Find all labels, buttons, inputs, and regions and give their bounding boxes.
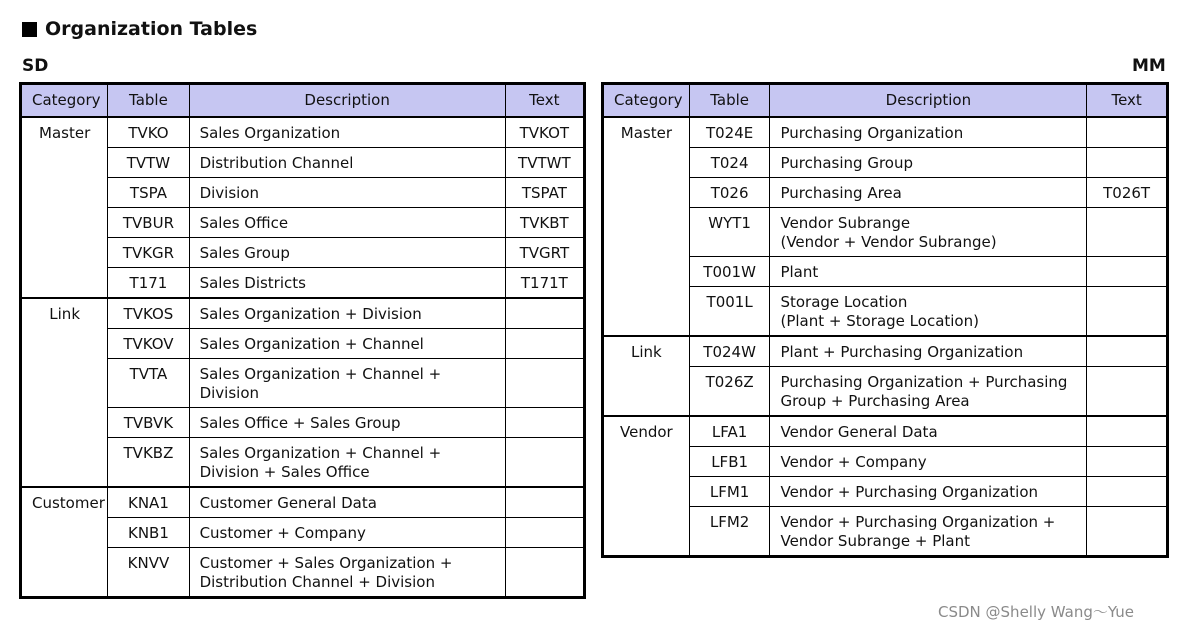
text-table — [1087, 208, 1168, 257]
header-category: Category — [603, 84, 690, 118]
mm-organization-table — [601, 82, 1169, 558]
table-description: Vendor General Data — [770, 416, 1087, 447]
table-name: T001W — [689, 257, 770, 287]
header-table: Table — [108, 84, 189, 118]
header-table: Table — [689, 84, 770, 118]
text-table — [1087, 367, 1168, 417]
sd-organization-table — [19, 82, 586, 599]
category-link: Link — [603, 336, 690, 416]
table-name: TVKGR — [108, 238, 189, 268]
table-row — [603, 416, 1168, 447]
description-line: Storage Location — [780, 293, 908, 311]
table-name: TVKBZ — [108, 438, 189, 488]
table-description: Sales Organization + Channel + Division — [189, 359, 505, 408]
text-table — [1087, 117, 1168, 148]
sd-module-label: SD — [22, 56, 49, 76]
table-description: Sales Organization + Channel + Division + Sales Office — [189, 438, 505, 488]
header-text: Text — [1087, 84, 1168, 118]
table-name: T171 — [108, 268, 189, 299]
text-table — [1087, 148, 1168, 178]
page-title-text: Organization Tables — [45, 18, 258, 40]
text-table — [1087, 447, 1168, 477]
table-name: TVKOS — [108, 298, 189, 329]
table-name: T026 — [689, 178, 770, 208]
text-table — [1087, 336, 1168, 367]
text-table — [505, 548, 584, 598]
page-title — [22, 18, 257, 40]
table-description: Distribution Channel — [189, 148, 505, 178]
text-table — [505, 518, 584, 548]
table-description: Sales Office + Sales Group — [189, 408, 505, 438]
text-table — [1087, 477, 1168, 507]
text-table: TSPAT — [505, 178, 584, 208]
table-description: Vendor + Purchasing Organization + Vendor Subrange + Plant — [770, 507, 1087, 557]
table-name: TVTW — [108, 148, 189, 178]
text-table — [505, 329, 584, 359]
table-description: Purchasing Organization + Purchasing Group + Purchasing Area — [770, 367, 1087, 417]
square-bullet-icon — [22, 22, 37, 37]
text-table: TVKBT — [505, 208, 584, 238]
text-table: TVTWT — [505, 148, 584, 178]
table-description: Purchasing Organization — [770, 117, 1087, 148]
header-description: Description — [770, 84, 1087, 118]
table-description: Vendor + Purchasing Organization — [770, 477, 1087, 507]
text-table — [1087, 257, 1168, 287]
header-category: Category — [21, 84, 108, 118]
table-description: Sales Office — [189, 208, 505, 238]
table-description: Sales Group — [189, 238, 505, 268]
mm-module-label: MM — [1132, 56, 1166, 76]
category-vendor: Vendor — [603, 416, 690, 557]
text-table — [1087, 416, 1168, 447]
table-name: LFA1 — [689, 416, 770, 447]
table-description — [770, 208, 1087, 257]
table-description: Sales Organization + Channel — [189, 329, 505, 359]
table-name: TVKOV — [108, 329, 189, 359]
table-description: Division — [189, 178, 505, 208]
table-row — [21, 298, 585, 329]
table-name: TVBVK — [108, 408, 189, 438]
text-table: TVGRT — [505, 238, 584, 268]
table-row — [21, 117, 585, 148]
table-name: T024W — [689, 336, 770, 367]
table-row — [21, 487, 585, 518]
table-name: TVKO — [108, 117, 189, 148]
table-name: T001L — [689, 287, 770, 337]
table-name: TVBUR — [108, 208, 189, 238]
header-text: Text — [505, 84, 584, 118]
table-name: LFM2 — [689, 507, 770, 557]
table-name: TSPA — [108, 178, 189, 208]
text-table — [505, 408, 584, 438]
text-table — [1087, 287, 1168, 337]
table-row — [603, 336, 1168, 367]
table-description: Purchasing Group — [770, 148, 1087, 178]
description-line-2: (Vendor + Vendor Subrange) — [780, 233, 997, 251]
mm-header-row — [603, 84, 1168, 118]
table-row — [603, 117, 1168, 148]
table-name: WYT1 — [689, 208, 770, 257]
table-name: T024E — [689, 117, 770, 148]
description-line: Vendor Subrange — [780, 214, 911, 232]
table-description: Sales Organization — [189, 117, 505, 148]
table-description: Sales Organization + Division — [189, 298, 505, 329]
table-description: Sales Districts — [189, 268, 505, 299]
text-table: T171T — [505, 268, 584, 299]
table-description: Customer + Sales Organization + Distribution Channel + Division — [189, 548, 505, 598]
header-description: Description — [189, 84, 505, 118]
table-name: KNA1 — [108, 487, 189, 518]
category-master: Master — [603, 117, 690, 336]
table-description: Purchasing Area — [770, 178, 1087, 208]
table-name: T024 — [689, 148, 770, 178]
watermark: CSDN @Shelly Wang～Yue — [938, 603, 1135, 621]
text-table — [505, 298, 584, 329]
table-name: TVTA — [108, 359, 189, 408]
category-link: Link — [21, 298, 108, 487]
table-description — [770, 287, 1087, 337]
table-name: T026Z — [689, 367, 770, 417]
table-description: Vendor + Company — [770, 447, 1087, 477]
category-master: Master — [21, 117, 108, 298]
text-table — [505, 359, 584, 408]
table-description: Customer + Company — [189, 518, 505, 548]
table-description: Plant — [770, 257, 1087, 287]
description-line-2: (Plant + Storage Location) — [780, 312, 979, 330]
table-name: LFB1 — [689, 447, 770, 477]
category-customer: Customer — [21, 487, 108, 598]
text-table: TVKOT — [505, 117, 584, 148]
text-table — [505, 487, 584, 518]
sd-header-row — [21, 84, 585, 118]
text-table — [1087, 507, 1168, 557]
table-name: KNB1 — [108, 518, 189, 548]
table-name: LFM1 — [689, 477, 770, 507]
text-table: T026T — [1087, 178, 1168, 208]
text-table — [505, 438, 584, 488]
table-name: KNVV — [108, 548, 189, 598]
table-description: Customer General Data — [189, 487, 505, 518]
table-description: Plant + Purchasing Organization — [770, 336, 1087, 367]
